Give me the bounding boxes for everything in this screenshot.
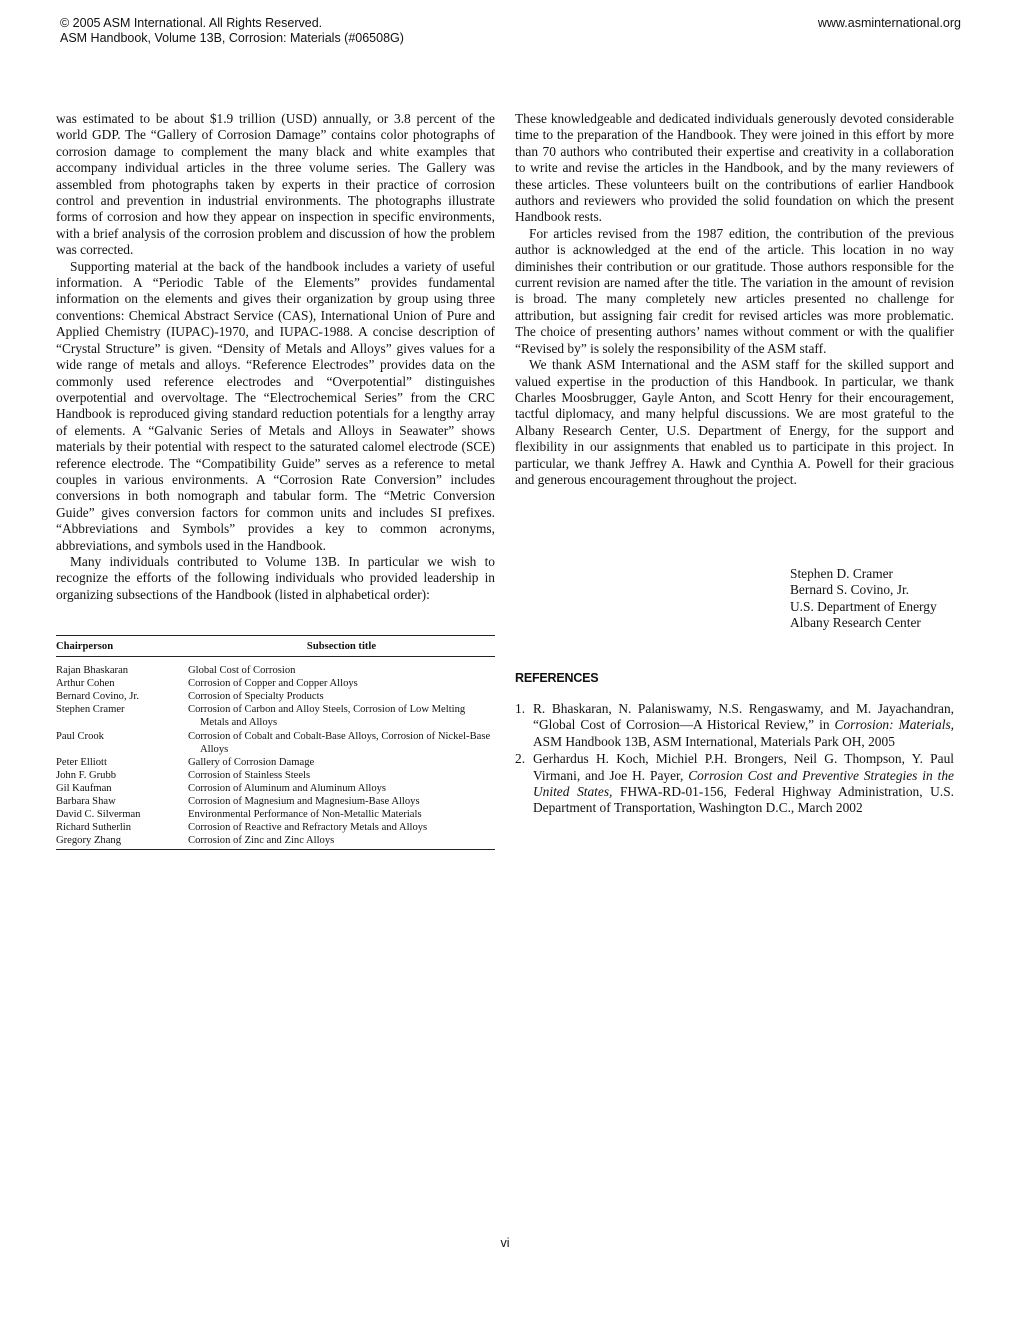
subsection-title-cell: Corrosion of Reactive and Refractory Metals and Alloys	[188, 822, 428, 834]
chairperson-cell: Gil Kaufman	[56, 782, 112, 794]
signature-block	[790, 566, 937, 632]
table-row	[56, 808, 495, 821]
table-header-row	[56, 636, 495, 657]
signature-name: Stephen D. Cramer	[790, 566, 894, 581]
table-row	[56, 690, 495, 703]
references-list	[515, 701, 954, 818]
subsection-title-cell: Corrosion of Zinc and Zinc Alloys	[188, 834, 495, 850]
copyright-line: © 2005 ASM International. All Rights Reserved.	[60, 16, 323, 30]
paragraph: Many individuals contributed to Volume 13B. In particular we wish to recognize the efforts of the following individuals who provided leadership in organizing subsections of the Handbook (listed in alphabetical order):	[56, 553, 495, 602]
paragraph: These knowledgeable and dedicated individuals generously devoted considerable time to the preparation of the Handbook. They were joined in this effort by more than 70 authors who contributed their expertise and creativity in a collaboration to write and revise the articles in the Handbook, and by the many reviewers of these articles. These volunteers built on the contributions of earlier Handbook authors and reviewers who provided the solid foundation on which the present Handbook rests.	[515, 111, 954, 225]
subsection-title-cell: Corrosion of Cobalt and Cobalt-Base Alloys, Corrosion of Nickel-Base Alloys	[188, 730, 491, 755]
reference-text: Gerhardus H. Koch, Michiel P.H. Brongers, Neil G. Thompson, Y. Paul Virmani, and Joe H. Payer, Corrosion Cost and Preventive Strategies in the United States, FHWA-RD-01-156, Federal Highway Administration, U.S. Department of Transportation, Washington D.C., March 2002	[533, 751, 954, 816]
chairperson-cell: Stephen Cramer	[56, 704, 125, 716]
signature-affiliation: U.S. Department of Energy	[790, 598, 937, 614]
paragraph: was estimated to be about $1.9 trillion (USD) annually, or 3.8 percent of the world GDP. The “Gallery of Corrosion Damage” contains color photographs of corrosion damage to complement the many black and white examples that accompany individual articles in the three volume series. The Gallery was assembled from photographs taken by experts in their practice of corrosion control and prevention in industrial environments. The photographs illustrate forms of corrosion and how they appear on inspection in specific environments, with a brief analysis of the corrosion problem and discussion of how the problem was corrected.	[56, 111, 495, 258]
chairperson-table	[56, 635, 495, 850]
paragraph: For articles revised from the 1987 edition, the contribution of the previous author is acknowledged at the end of the article. This location in no way diminishes their contribution or our gratitude. Those authors responsible for the current revision are named after the title. The variation in the amount of revision is broad. The many completely new articles presented no challenge for attribution, but assigning fair credit for revised articles was more problematic. The choice of presenting authors’ names without comment or with the qualifier “Revised by” is solely the responsibility of the ASM staff.	[515, 225, 954, 356]
subsection-title-cell: Corrosion of Stainless Steels	[188, 769, 311, 781]
table-row	[56, 756, 495, 769]
table-row	[56, 730, 495, 756]
table-row	[56, 782, 495, 795]
chairperson-cell: Gregory Zhang	[56, 834, 188, 850]
page-header-left	[60, 16, 404, 46]
subsection-title-cell: Corrosion of Magnesium and Magnesium-Base Alloys	[188, 796, 420, 808]
table-row	[56, 821, 495, 834]
signature-affiliation: Albany Research Center	[790, 615, 921, 631]
chairperson-cell: Bernard Covino, Jr.	[56, 691, 139, 703]
reference-text: R. Bhaskaran, N. Palaniswamy, N.S. Rengaswamy, and M. Jayachandran, “Global Cost of Corrosion—A Historical Review,” in Corrosion: Materials, ASM Handbook 13B, ASM International, Materials Park OH, 2005	[533, 701, 954, 749]
table-row	[56, 834, 495, 850]
subsection-title-cell: Corrosion of Carbon and Alloy Steels, Corrosion of Low Melting Metals and Alloys	[188, 704, 466, 729]
signature-name: Bernard S. Covino, Jr.	[790, 582, 910, 598]
table-row	[56, 657, 495, 678]
chairperson-cell: Arthur Cohen	[56, 678, 115, 690]
left-column	[56, 111, 495, 603]
chairperson-cell: John F. Grubb	[56, 769, 117, 781]
subsection-title-cell: Global Cost of Corrosion	[188, 665, 296, 677]
table-row	[56, 677, 495, 690]
paragraph: We thank ASM International and the ASM staff for the skilled support and valued expertise in the production of this Handbook. In particular, we thank Charles Moosbrugger, Gayle Anton, and Scott Henry for their encouragement, tactful diplomacy, and many helpful discussions. We are most grateful to the Albany Research Center, U.S. Department of Energy, for the support and flexibility in our assignments that enabled us to participate in this project. In particular, we thank Jeffrey A. Hawk and Cynthia A. Powell for their gracious and generous encouragement throughout the project.	[515, 357, 954, 487]
chairperson-cell: Rajan Bhaskaran	[56, 665, 129, 677]
header-subsection-title: Subsection title	[188, 636, 495, 657]
table-row	[56, 795, 495, 808]
paragraph: Supporting material at the back of the handbook includes a variety of useful information. A “Periodic Table of the Elements” provides fundamental information on the elements and gives their organization by group using three conventions: Chemical Abstract Service (CAS), International Union of Pure and Applied Chemistry (IUPAC)-1970, and IUPAC-1988. A concise description of “Crystal Structure” is given. “Density of Metals and Alloys” gives values for a wide range of metals and alloys. “Reference Electrodes” provides data on the commonly used reference electrodes and “Overpotential” distinguishes overpotential and overvoltage. The “Electrochemical Series” from the CRC Handbook is reproduced giving standard reduction potentials for a lengthy array of elements. A “Galvanic Series of Metals and Alloys in Seawater” shows materials by their potential with respect to the saturated calomel electrode (SCE) reference electrode. The “Compatibility Guide” serves as a reference to metal couples in various environments. A “Corrosion Rate Conversion” includes conversions in both nomograph and tabular form. The “Metric Conversion Guide” gives conversion factors for common units and includes SI prefixes. “Abbreviations and Symbols” provides a key to common acronyms, abbreviations, and symbols used in the Handbook.	[56, 258, 495, 553]
chairperson-cell: Paul Crook	[56, 730, 104, 742]
chairperson-cell: Peter Elliott	[56, 756, 107, 768]
subsection-title-cell: Corrosion of Aluminum and Aluminum Alloys	[188, 782, 387, 794]
reference-number: 2.	[515, 751, 526, 767]
table-row	[56, 703, 495, 729]
book-title-line: ASM Handbook, Volume 13B, Corrosion: Materials (#06508G)	[60, 31, 404, 45]
subsection-title-cell: Environmental Performance of Non-Metallic Materials	[188, 809, 422, 821]
right-column	[515, 111, 954, 488]
chairperson-cell: Barbara Shaw	[56, 796, 116, 808]
chairperson-cell: Richard Sutherlin	[56, 822, 132, 834]
reference-number: 1.	[515, 701, 526, 716]
chairperson-cell: David C. Silverman	[56, 809, 141, 821]
subsection-title-cell: Gallery of Corrosion Damage	[188, 756, 315, 768]
references-heading: REFERENCES	[515, 671, 599, 685]
subsection-title-cell: Corrosion of Copper and Copper Alloys	[188, 678, 358, 690]
header-chairperson: Chairperson	[56, 636, 188, 657]
page-number: vi	[500, 1236, 510, 1250]
table-row	[56, 769, 495, 782]
subsection-title-cell: Corrosion of Specialty Products	[188, 691, 324, 703]
reference-item	[515, 701, 954, 750]
website-link[interactable]: www.asminternational.org	[817, 16, 961, 30]
reference-item	[515, 751, 954, 817]
